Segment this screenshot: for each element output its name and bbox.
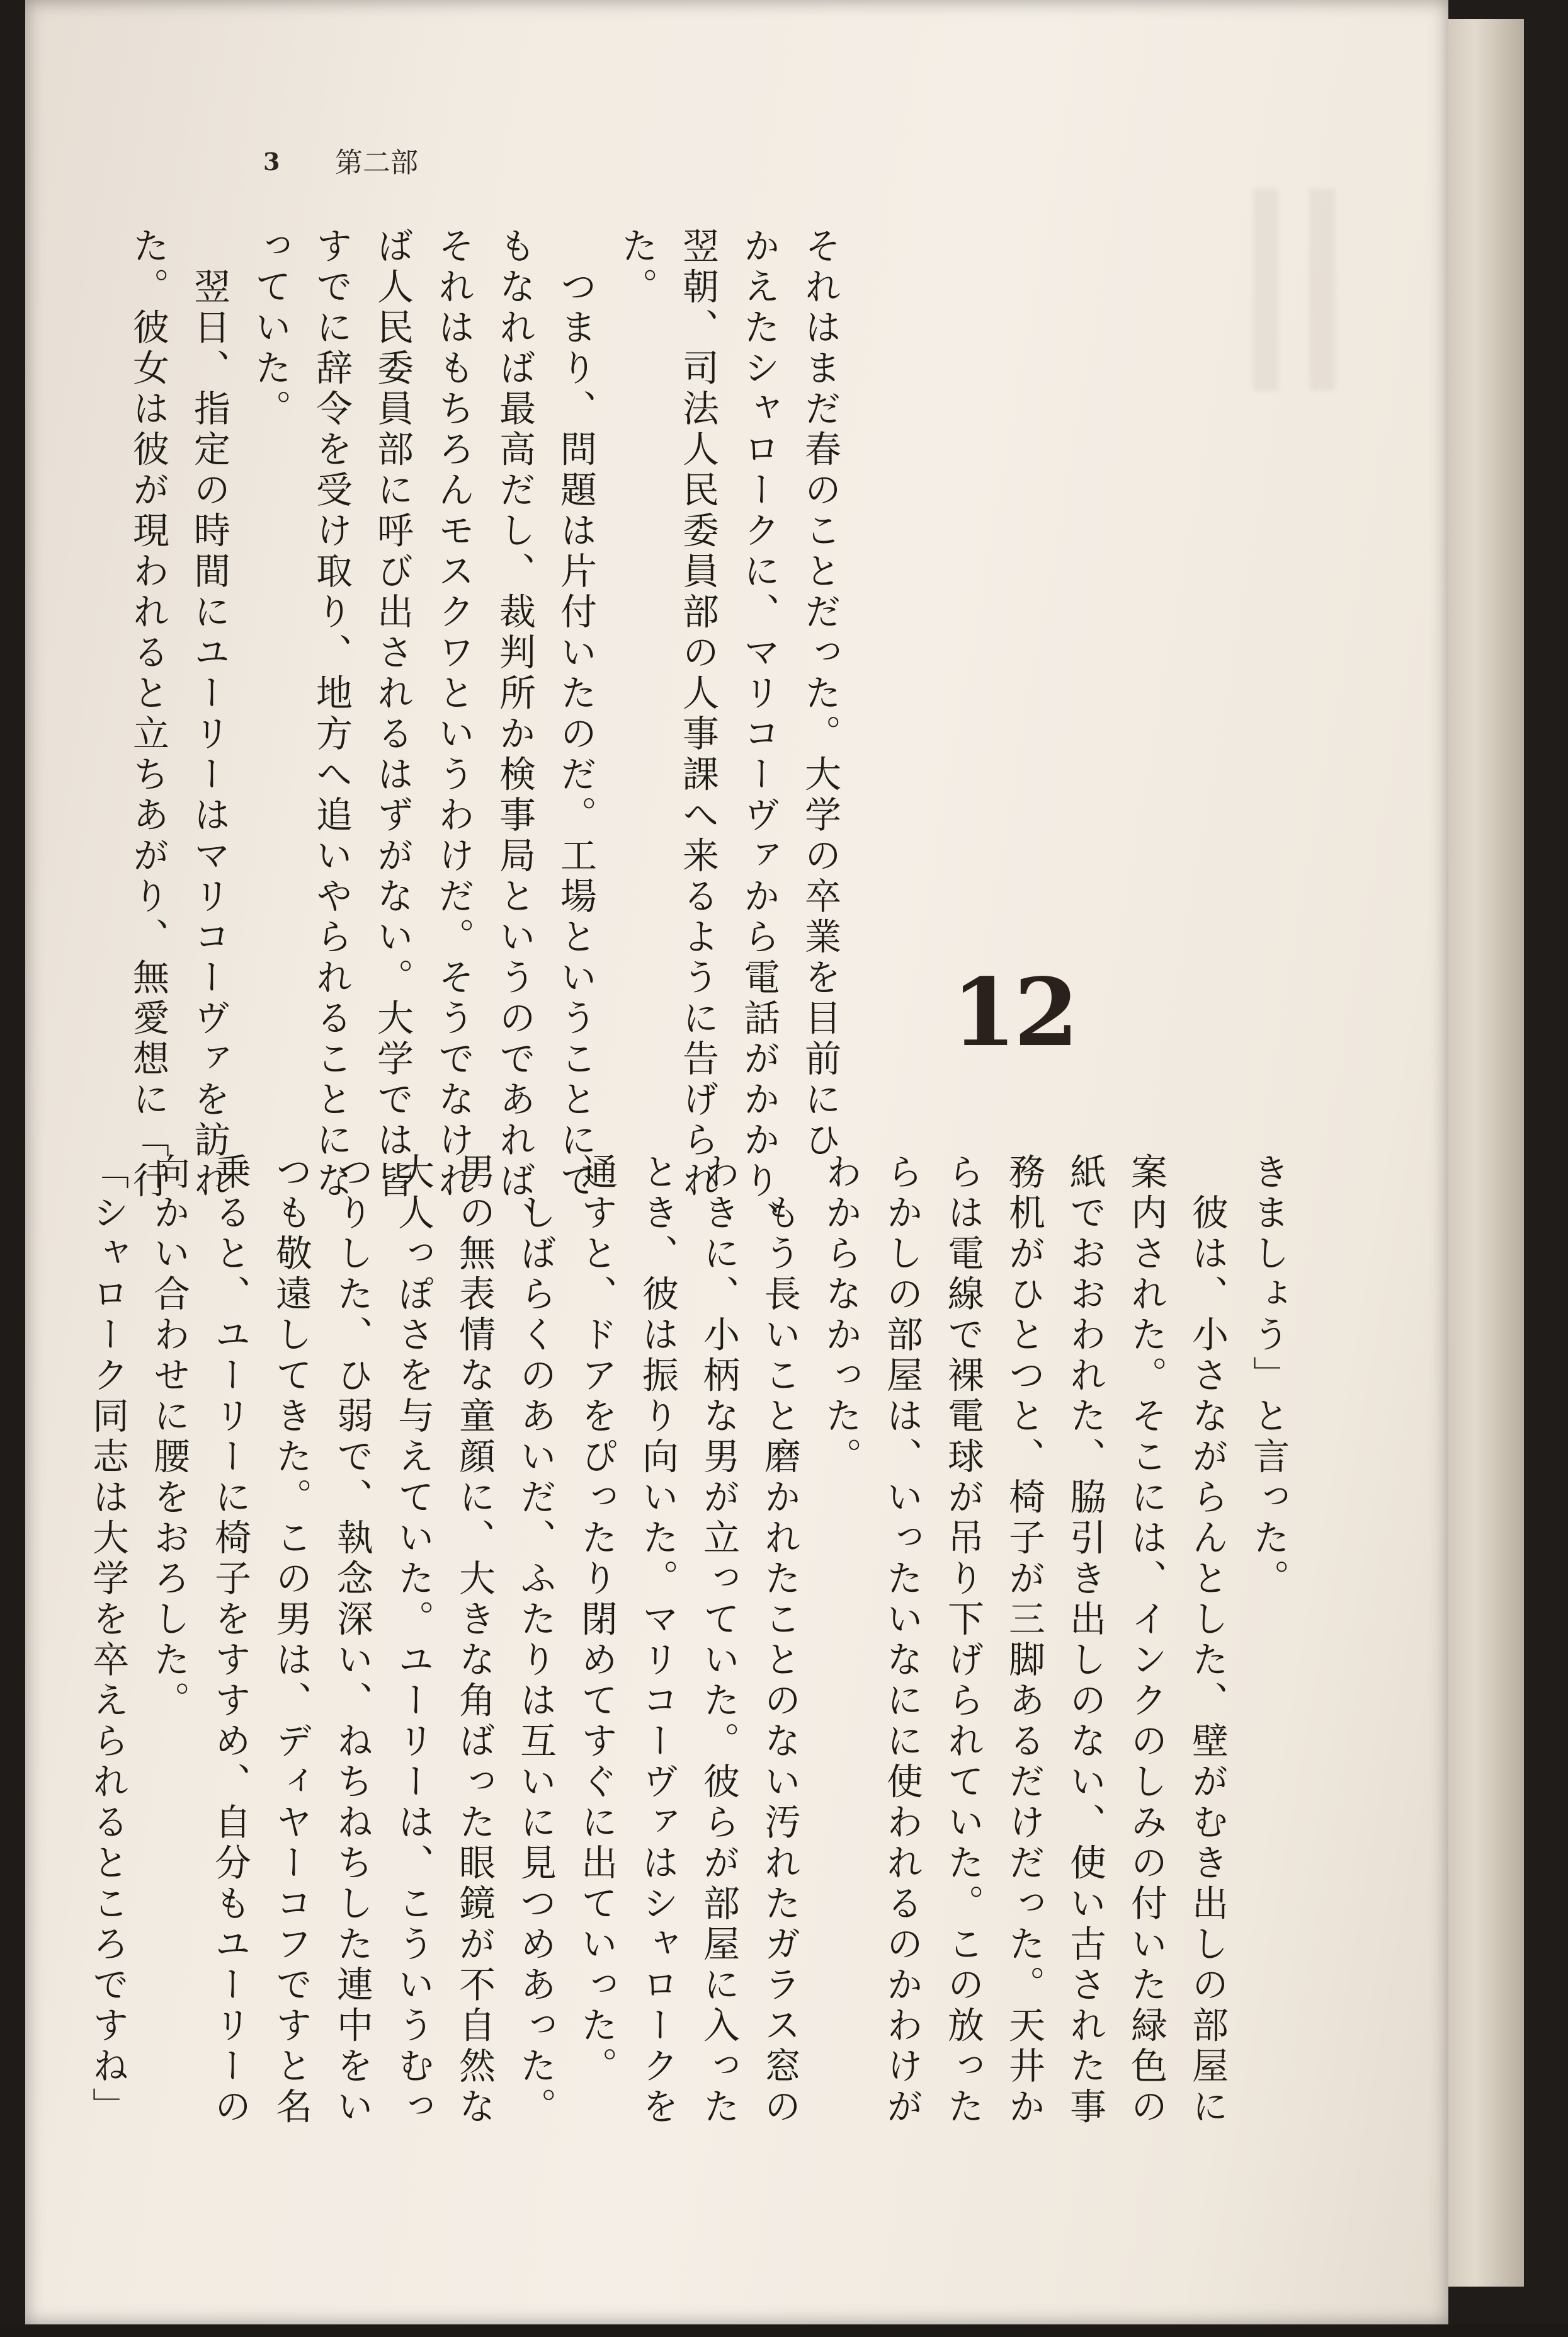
text-line: わきに、小柄な男が立っていた。彼らが部屋に入った [697, 1153, 740, 2128]
text-line: 彼は、小さながらんとした、壁がむき出しの部屋に [1186, 1153, 1229, 2128]
text-line: 案内された。そこには、インクのしみの付いた緑色の [1125, 1153, 1167, 2128]
text-line: 翌朝、司法人民委員部の人事課へ来るように告げられ [676, 227, 719, 1202]
left-dark-edge [0, 0, 25, 2337]
text-line: ば人民委員部に呼び出されるはずがない。大学では皆 [371, 227, 414, 1202]
next-page-edge [1442, 19, 1524, 2287]
text-line: らかしの部屋は、いったいなにに使われるのかわけが [880, 1153, 923, 2128]
text-line: っていた。 [249, 227, 292, 430]
text-line: た。 [615, 227, 658, 308]
text-line: つりした、ひ弱で、執念深い、ねちねちした連中をい [331, 1153, 373, 2128]
text-line: 乗ると、ユーリーに椅子をすすめ、自分もユーリーの [208, 1153, 251, 2128]
text-line: それはもちろんモスクワというわけだ。そうでなけれ [432, 227, 475, 1202]
text-line: 大人っぽさを与えていた。ユーリーは、こういうむっ [392, 1153, 435, 2128]
text-line: 翌日、指定の時間にユーリーはマリコーヴァを訪れ [188, 227, 230, 1202]
part-title: 第二部 [335, 147, 418, 179]
text-line: 務机がひとつと、椅子が三脚あるだけだった。天井か [1003, 1153, 1045, 2128]
text-line: た。彼女は彼が現われると立ちあがり、無愛想に「行 [127, 227, 169, 1202]
bottom-dark-edge [0, 2324, 1568, 2337]
chapter-number: 12 [952, 957, 1076, 1067]
text-line: つも敬遠してきた。この男は、ディヤーコフですと名 [270, 1153, 312, 2128]
text-line: しばらくのあいだ、ふたりは互いに見つめあった。 [514, 1153, 557, 2128]
text-line: すでに辞令を受け取り、地方へ追いやられることにな [310, 227, 353, 1202]
text-line: それはまだ春のことだった。大学の卒業を目前にひ [798, 227, 841, 1162]
text-line: 通すと、ドアをぴったり閉めてすぐに出ていった。 [575, 1153, 618, 2088]
text-line: とき、彼は振り向いた。マリコーヴァはシャロークを [636, 1153, 679, 2128]
text-line: もう長いこと磨かれたことのない汚れたガラス窓の [758, 1153, 801, 2128]
text-line: もなれば最高だし、裁判所か検事局というのであれば、 [493, 227, 536, 1243]
text-line: きましょう」と言った。 [1247, 1153, 1290, 1600]
text-line: 向かい合わせに腰をおろした。 [147, 1153, 190, 1722]
text-line: 男の無表情な童顔に、大きな角ばった眼鏡が不自然な [453, 1153, 496, 2128]
text-line: かえたシャロークに、マリコーヴァから電話がかかり、 [737, 227, 780, 1243]
body-text-lower [86, 1153, 1298, 2173]
text-line: 「シャローク同志は大学を卒えられるところですね」 [86, 1153, 129, 2128]
page-number: 3 [263, 147, 280, 176]
show-through-text [1253, 189, 1366, 391]
text-line: らは電線で裸電球が吊り下げられていた。この放った [941, 1153, 984, 2128]
text-line: つまり、問題は片付いたのだ。工場ということにで [554, 227, 597, 1202]
text-line: わからなかった。 [819, 1153, 862, 1478]
body-text-upper [127, 227, 850, 1243]
text-line: 紙でおおわれた、脇引き出しのない、使い古された事 [1064, 1153, 1106, 2128]
